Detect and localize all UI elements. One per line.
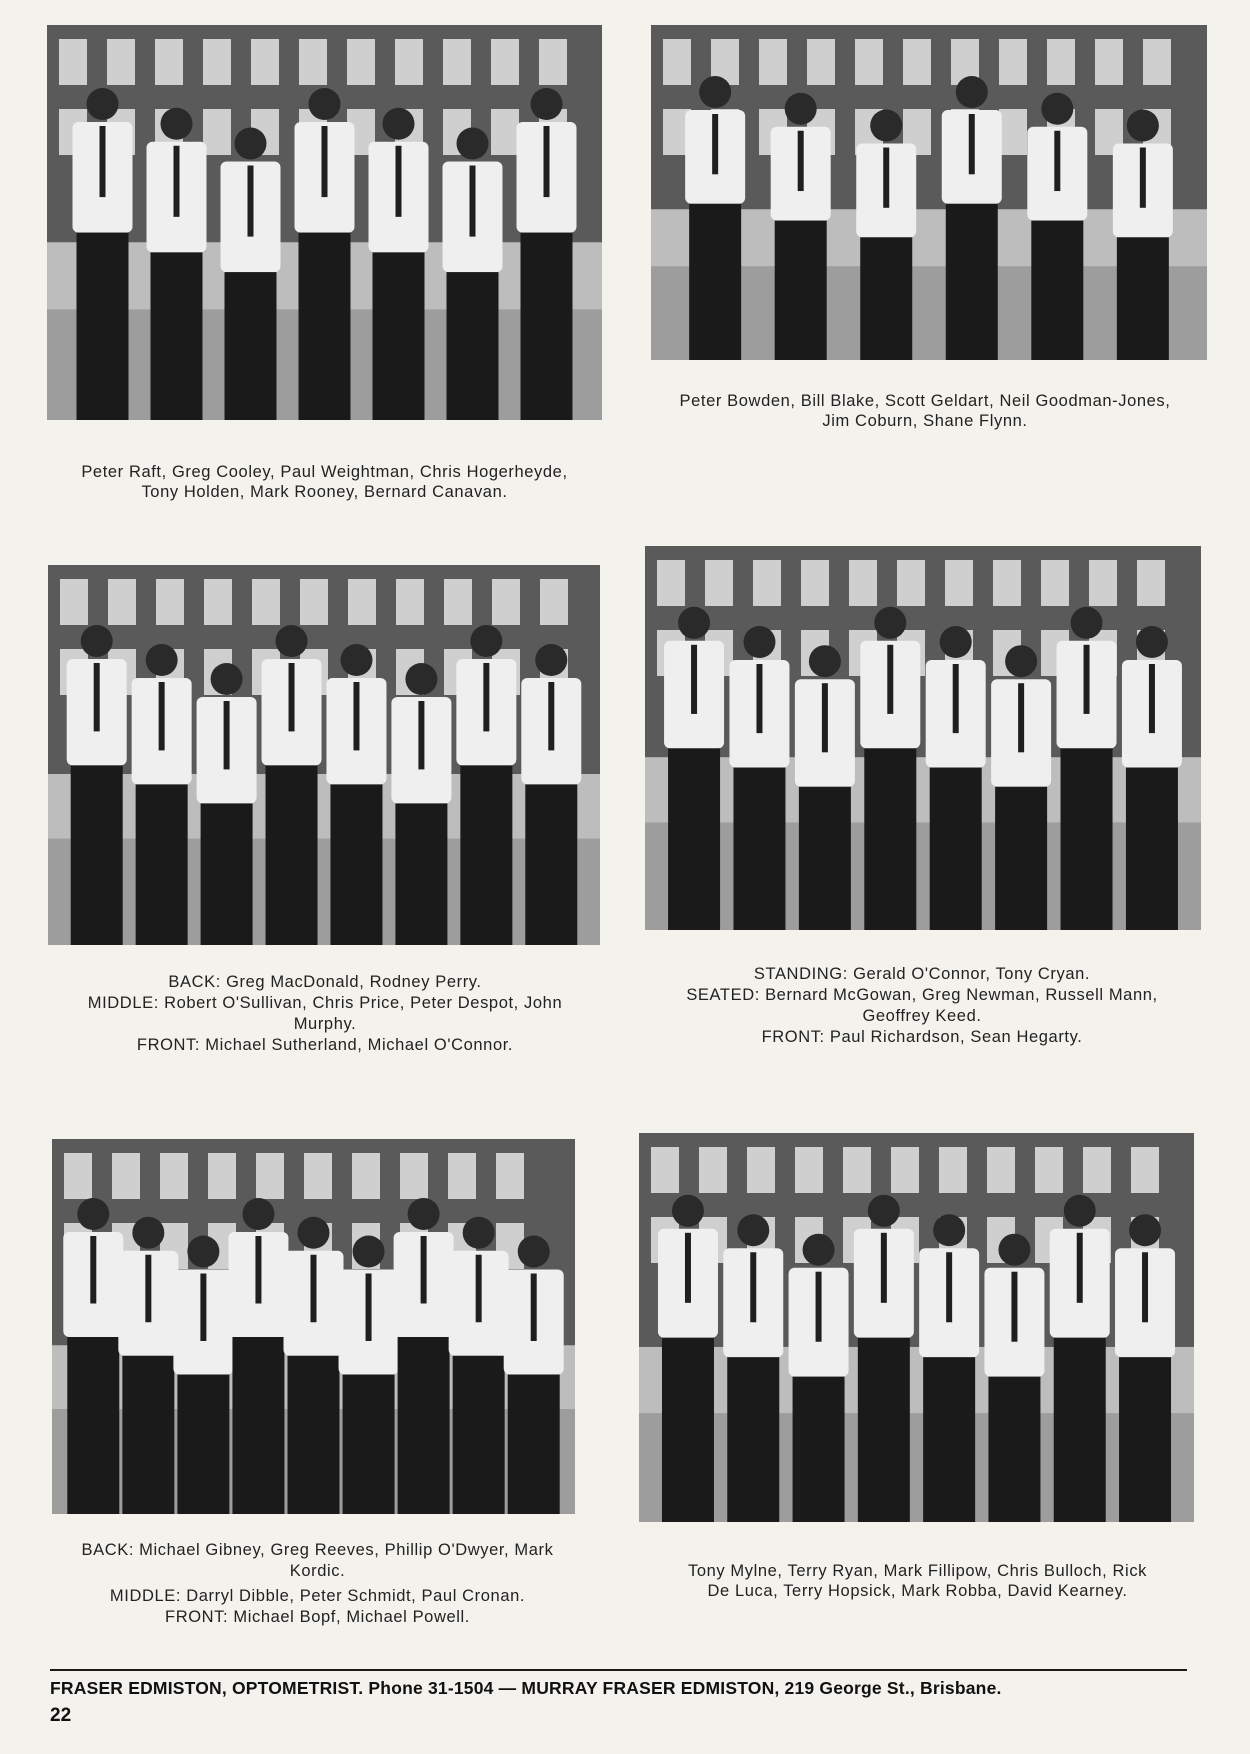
photo-scene	[645, 546, 1201, 930]
person-trousers	[71, 765, 123, 945]
person-head	[235, 128, 267, 160]
person-head	[340, 644, 372, 676]
person-head	[242, 1198, 274, 1230]
caption-line: MIDDLE: Robert O'Sullivan, Chris Price, Peter Despot, John	[87, 994, 563, 1012]
person-trousers	[136, 784, 188, 945]
caption-line: BACK: Michael Gibney, Greg Reeves, Phillip O'Dwyer, Mark	[81, 1541, 554, 1559]
window	[443, 39, 471, 85]
window	[160, 1153, 188, 1199]
person-trousers	[1061, 748, 1113, 930]
window	[204, 579, 232, 625]
footer-advertisement: FRASER EDMISTON, OPTOMETRIST. Phone 31-1504 — MURRAY FRASER EDMISTON, 219 George St., Brisbane.	[50, 1678, 1002, 1698]
person-tie	[322, 126, 328, 197]
person-tie	[691, 645, 697, 714]
window	[299, 39, 327, 85]
window	[396, 579, 424, 625]
person-trousers	[1117, 237, 1169, 360]
person-tie	[1140, 148, 1146, 208]
window	[251, 39, 279, 85]
group-photo-2	[651, 25, 1207, 360]
person-trousers	[1126, 768, 1178, 930]
person-tie	[94, 663, 100, 731]
person-head	[383, 108, 415, 140]
window	[1137, 560, 1165, 606]
photo-scene	[52, 1139, 575, 1514]
person-head	[146, 644, 178, 676]
person-tie	[200, 1274, 206, 1342]
person-trousers	[447, 272, 499, 420]
group-photo-1	[47, 25, 602, 420]
person-head	[87, 88, 119, 120]
person-tie	[248, 166, 254, 237]
person-tie	[1018, 683, 1024, 752]
person-trousers	[923, 1357, 975, 1522]
person-head	[998, 1234, 1030, 1266]
caption-line: STANDING: Gerald O'Connor, Tony Cryan.	[753, 965, 1091, 983]
person-trousers	[946, 204, 998, 360]
person-head	[531, 88, 563, 120]
person-tie	[1011, 1272, 1017, 1342]
window	[753, 560, 781, 606]
footer-divider	[50, 1669, 1187, 1671]
person-tie	[1142, 1252, 1148, 1322]
person-head	[870, 110, 902, 142]
person-head	[1041, 93, 1073, 125]
person-tie	[969, 114, 975, 174]
person-tie	[953, 664, 959, 733]
person-head	[933, 1214, 965, 1246]
window	[108, 579, 136, 625]
window	[891, 1147, 919, 1193]
person-head	[1005, 645, 1037, 677]
person-tie	[548, 682, 554, 750]
photo-scene	[639, 1133, 1194, 1522]
caption-line: Kordic.	[289, 1562, 346, 1580]
caption-line: Peter Bowden, Bill Blake, Scott Geldart, Neil Goodman-Jones,	[679, 392, 1171, 410]
window	[156, 579, 184, 625]
person-tie	[1084, 645, 1090, 714]
window	[1089, 560, 1117, 606]
person-tie	[159, 682, 165, 750]
person-head	[874, 607, 906, 639]
group-photo-5	[52, 1139, 575, 1514]
person-head	[785, 93, 817, 125]
person-tie	[883, 148, 889, 208]
ground	[639, 1413, 1194, 1522]
person-trousers	[799, 787, 851, 930]
window	[759, 39, 787, 85]
person-trousers	[733, 768, 785, 930]
person-trousers	[775, 221, 827, 360]
person-head	[309, 88, 341, 120]
caption-line: Jim Coburn, Shane Flynn.	[822, 412, 1028, 430]
person-trousers	[77, 233, 129, 420]
window	[112, 1153, 140, 1199]
window	[347, 39, 375, 85]
person-trousers	[508, 1375, 560, 1515]
page-number: 22	[50, 1705, 72, 1726]
person-tie	[396, 146, 402, 217]
window	[849, 560, 877, 606]
window	[747, 1147, 775, 1193]
person-trousers	[860, 237, 912, 360]
person-head	[518, 1236, 550, 1268]
person-head	[1127, 110, 1159, 142]
window	[448, 1153, 476, 1199]
person-tie	[311, 1255, 317, 1323]
window	[395, 39, 423, 85]
person-tie	[798, 131, 804, 191]
person-head	[353, 1236, 385, 1268]
person-tie	[1054, 131, 1060, 191]
person-tie	[881, 1233, 887, 1303]
window	[987, 1147, 1015, 1193]
person-trousers	[521, 233, 573, 420]
person-trousers	[373, 252, 425, 420]
person-tie	[100, 126, 106, 197]
person-head	[463, 1217, 495, 1249]
person-trousers	[67, 1337, 119, 1514]
window	[1041, 560, 1069, 606]
caption-line: De Luca, Terry Hopsick, Mark Robba, David Kearney.	[707, 1582, 1128, 1600]
person-trousers	[930, 768, 982, 930]
person-trousers	[1054, 1338, 1106, 1522]
window	[1035, 1147, 1063, 1193]
person-trousers	[266, 765, 318, 945]
person-tie	[750, 1252, 756, 1322]
person-trousers	[122, 1356, 174, 1514]
person-tie	[366, 1274, 372, 1342]
person-tie	[289, 663, 295, 731]
person-tie	[255, 1236, 261, 1304]
window	[208, 1153, 236, 1199]
person-tie	[470, 166, 476, 237]
person-head	[1064, 1195, 1096, 1227]
person-head	[535, 644, 567, 676]
person-head	[1129, 1214, 1161, 1246]
person-tie	[531, 1274, 537, 1342]
person-trousers	[225, 272, 277, 420]
window	[1131, 1147, 1159, 1193]
person-tie	[816, 1272, 822, 1342]
caption-line: Tony Holden, Mark Rooney, Bernard Canavan.	[141, 483, 508, 501]
window	[705, 560, 733, 606]
window	[1083, 1147, 1111, 1193]
person-tie	[712, 114, 718, 174]
person-trousers	[330, 784, 382, 945]
caption-line: FRONT: Michael Sutherland, Michael O'Connor.	[136, 1036, 514, 1054]
person-tie	[224, 701, 230, 769]
window	[801, 560, 829, 606]
person-head	[1136, 626, 1168, 658]
person-head	[132, 1217, 164, 1249]
caption-4	[632, 965, 1212, 1047]
caption-line: SEATED: Bernard McGowan, Greg Newman, Russell Mann,	[686, 986, 1158, 1004]
person-head	[678, 607, 710, 639]
person-trousers	[232, 1337, 284, 1514]
person-trousers	[995, 787, 1047, 930]
person-head	[699, 76, 731, 108]
person-trousers	[864, 748, 916, 930]
window	[60, 579, 88, 625]
person-head	[868, 1195, 900, 1227]
window	[203, 109, 231, 155]
window	[999, 109, 1027, 155]
group-photo-4	[645, 546, 1201, 930]
caption-line: Murphy.	[293, 1015, 357, 1033]
photo-scene	[48, 565, 600, 945]
person-tie	[544, 126, 550, 197]
person-head	[737, 1214, 769, 1246]
caption-3	[40, 973, 610, 1055]
person-trousers	[395, 803, 447, 945]
person-head	[803, 1234, 835, 1266]
caption-line: MIDDLE: Darryl Dibble, Peter Schmidt, Paul Cronan.	[109, 1587, 526, 1605]
window	[348, 579, 376, 625]
window	[699, 1147, 727, 1193]
person-trousers	[343, 1375, 395, 1515]
person-tie	[418, 701, 424, 769]
person-trousers	[201, 803, 253, 945]
window	[1047, 39, 1075, 85]
person-head	[672, 1195, 704, 1227]
person-trousers	[689, 204, 741, 360]
window	[203, 39, 231, 85]
person-trousers	[668, 748, 720, 930]
person-tie	[421, 1236, 427, 1304]
person-head	[1071, 607, 1103, 639]
caption-2	[640, 391, 1210, 431]
window	[155, 39, 183, 85]
window	[444, 579, 472, 625]
window	[107, 39, 135, 85]
person-trousers	[398, 1337, 450, 1514]
group-photo-3	[48, 565, 600, 945]
window	[59, 39, 87, 85]
person-tie	[353, 682, 359, 750]
person-tie	[946, 1252, 952, 1322]
window	[492, 579, 520, 625]
person-head	[470, 625, 502, 657]
person-tie	[476, 1255, 482, 1323]
window	[300, 579, 328, 625]
caption-line: FRONT: Michael Bopf, Michael Powell.	[165, 1608, 470, 1626]
caption-6	[640, 1561, 1195, 1601]
person-head	[298, 1217, 330, 1249]
person-head	[187, 1236, 219, 1268]
window	[897, 560, 925, 606]
window	[256, 1153, 284, 1199]
window	[651, 1147, 679, 1193]
person-head	[77, 1198, 109, 1230]
person-head	[81, 625, 113, 657]
caption-line: BACK: Greg MacDonald, Rodney Perry.	[168, 973, 482, 991]
person-trousers	[662, 1338, 714, 1522]
window	[491, 39, 519, 85]
person-trousers	[525, 784, 577, 945]
person-tie	[145, 1255, 151, 1323]
person-trousers	[727, 1357, 779, 1522]
person-trousers	[1119, 1357, 1171, 1522]
window	[903, 39, 931, 85]
window	[843, 1147, 871, 1193]
window	[540, 579, 568, 625]
window	[939, 1147, 967, 1193]
window	[64, 1153, 92, 1199]
person-head	[743, 626, 775, 658]
window	[539, 39, 567, 85]
window	[993, 560, 1021, 606]
person-trousers	[793, 1377, 845, 1522]
person-tie	[1149, 664, 1155, 733]
caption-line: Tony Mylne, Terry Ryan, Mark Fillipow, Chris Bulloch, Rick	[687, 1562, 1148, 1580]
person-head	[161, 108, 193, 140]
person-trousers	[177, 1375, 229, 1515]
ground	[48, 839, 600, 945]
window	[657, 560, 685, 606]
ground	[645, 822, 1201, 930]
person-trousers	[460, 765, 512, 945]
photo-scene	[47, 25, 602, 420]
window	[807, 39, 835, 85]
person-trousers	[151, 252, 203, 420]
person-head	[408, 1198, 440, 1230]
person-trousers	[453, 1356, 505, 1514]
person-tie	[1077, 1233, 1083, 1303]
window	[491, 109, 519, 155]
window	[352, 1153, 380, 1199]
window	[945, 560, 973, 606]
person-tie	[90, 1236, 96, 1304]
person-head	[211, 663, 243, 695]
person-head	[405, 663, 437, 695]
person-head	[457, 128, 489, 160]
window	[400, 1153, 428, 1199]
person-tie	[887, 645, 893, 714]
window	[663, 39, 691, 85]
photo-scene	[651, 25, 1207, 360]
caption-line: FRONT: Paul Richardson, Sean Hegarty.	[761, 1028, 1083, 1046]
person-trousers	[299, 233, 351, 420]
window	[855, 39, 883, 85]
person-tie	[756, 664, 762, 733]
person-trousers	[988, 1377, 1040, 1522]
person-tie	[174, 146, 180, 217]
person-tie	[483, 663, 489, 731]
caption-5	[40, 1541, 595, 1627]
person-head	[809, 645, 841, 677]
window	[1143, 39, 1171, 85]
person-head	[956, 76, 988, 108]
window	[304, 1153, 332, 1199]
window	[1095, 39, 1123, 85]
person-head	[940, 626, 972, 658]
person-head	[276, 625, 308, 657]
window	[795, 1147, 823, 1193]
person-trousers	[1031, 221, 1083, 360]
person-trousers	[858, 1338, 910, 1522]
window	[496, 1153, 524, 1199]
window	[999, 39, 1027, 85]
group-photo-6	[639, 1133, 1194, 1522]
person-trousers	[288, 1356, 340, 1514]
person-tie	[685, 1233, 691, 1303]
caption-line: Peter Raft, Greg Cooley, Paul Weightman, Chris Hogerheyde,	[81, 463, 568, 481]
person-tie	[822, 683, 828, 752]
caption-1	[47, 462, 602, 502]
caption-line: Geoffrey Keed.	[862, 1007, 982, 1025]
window	[252, 579, 280, 625]
